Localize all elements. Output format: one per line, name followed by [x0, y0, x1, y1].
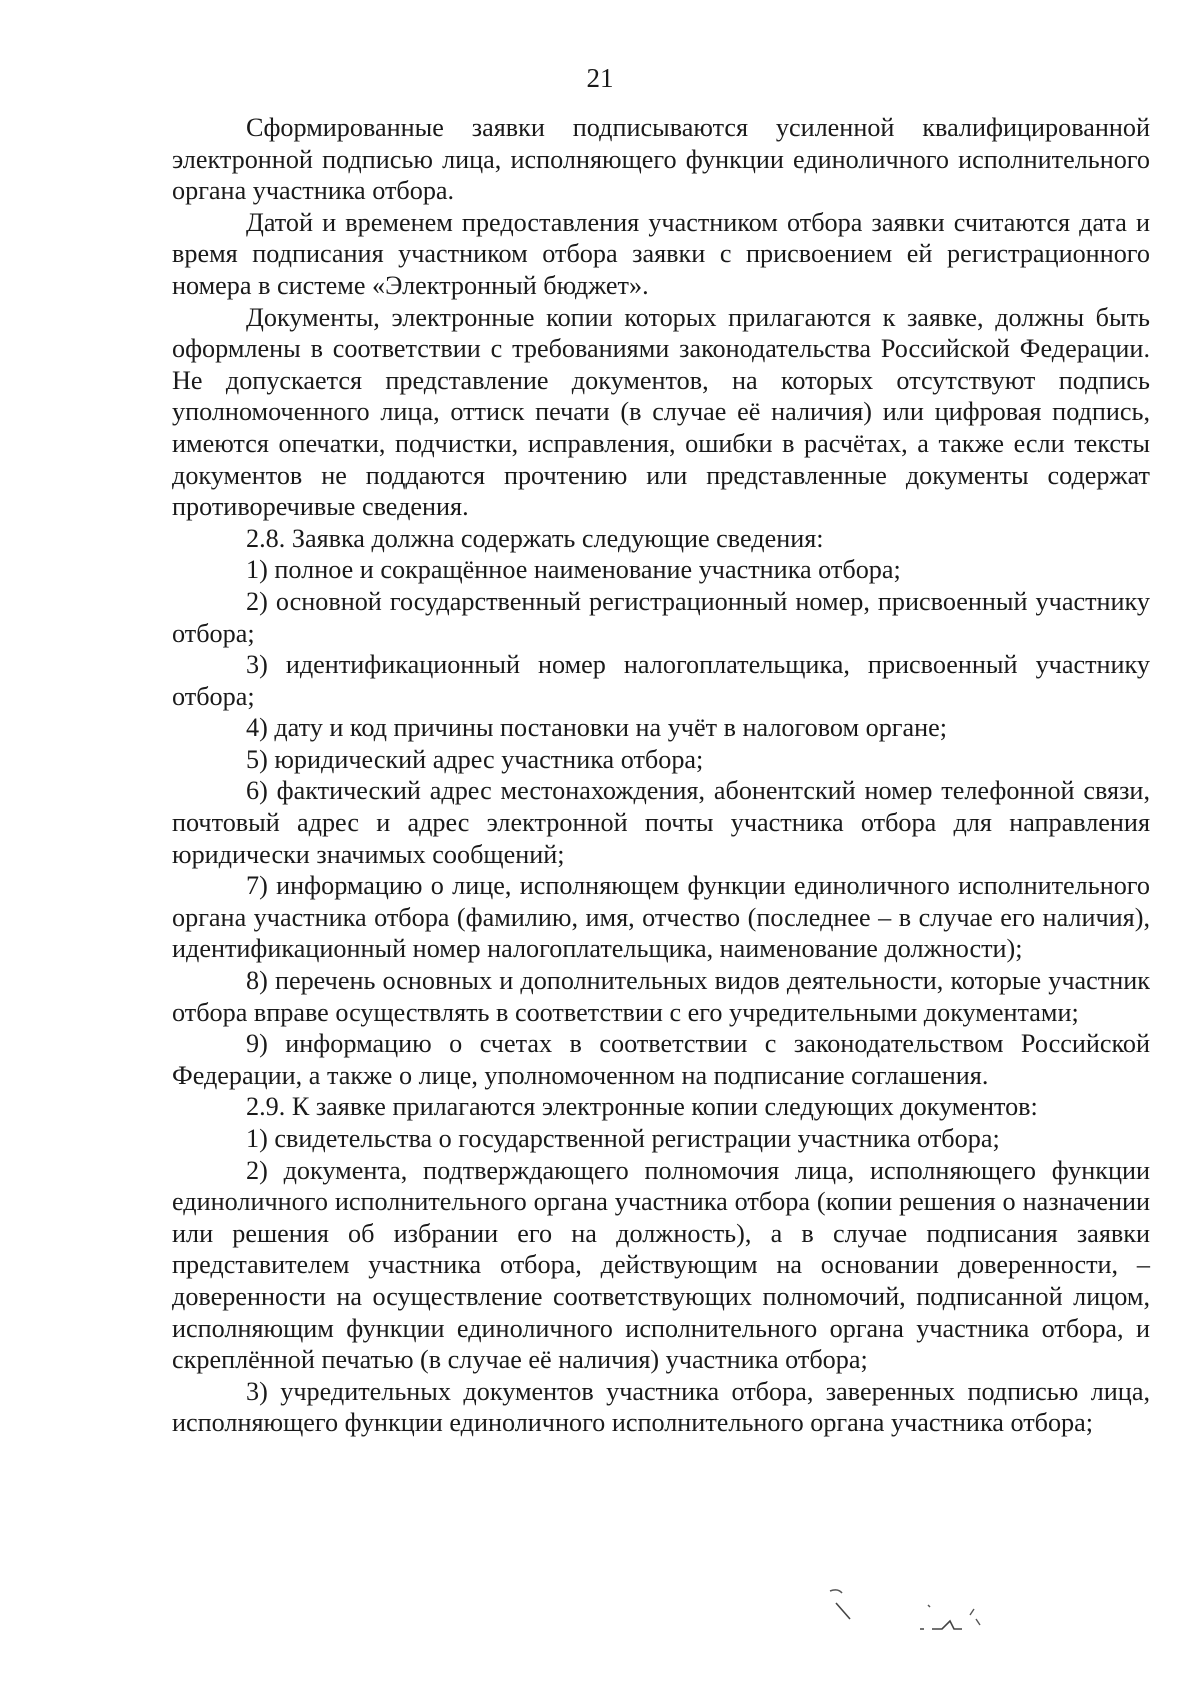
list-item-2-8-3: 3) идентификационный номер налогоплательщика, присвоенный участнику отбора;: [172, 650, 1150, 711]
list-item-2-9-3: 3) учредительных документов участника отбора, заверенных подписью лица, исполняющего функции единоличного исполнительного органа участника отбора;: [172, 1376, 1150, 1438]
list-item-2-8-7: 7) информацию о лице, исполняющем функции единоличного исполнительного органа участника отбора (фамилию, имя, отчество (последнее – в случае его наличия), идентификационный номер налогоплательщика, наименование должности);: [172, 871, 1150, 964]
paragraph-submission-date: Датой и временем предоставления участником отбора заявки считаются дата и время подписания участником отбора заявки с присвоением ей регистрационного номера в системе «Электронный бюджет».: [172, 207, 1150, 300]
paragraph-documents-requirements: Документы, электронные копии которых прилагаются к заявке, должны быть оформлены в соответствии с требованиями законодательства Российской Федерации. Не допускается представление документов, на которых отсутствуют подпись уполномоченного лица, оттиск печати (в случае её наличия) или цифровая подпись, имеются опечатки, подчистки, исправления, ошибки в расчётах, а также если тексты документов не поддаются прочтению или представленные документы содержат противоречивые сведения.: [172, 302, 1150, 522]
list-item-2-9-1: 1) свидетельства о государственной регистрации участника отбора;: [246, 1124, 1000, 1153]
signature-marks: [820, 1585, 1080, 1645]
document-body: [172, 112, 1150, 1439]
list-item-2-8-9: 9) информацию о счетах в соответствии с законодательством Российской Федерации, а также о лице, уполномоченном на подписание соглашения.: [172, 1029, 1150, 1090]
list-item-2-8-6: 6) фактический адрес местонахождения, абонентский номер телефонной связи, почтовый адрес и адрес электронной почты участника отбора для направления юридически значимых сообщений;: [172, 776, 1150, 869]
list-item-2-8-2: 2) основной государственный регистрационный номер, присвоенный участнику отбора;: [172, 586, 1150, 648]
list-item-2-8-8: 8) перечень основных и дополнительных видов деятельности, которые участник отбора вправе осуществлять в соответствии с его учредительными документами;: [172, 966, 1150, 1027]
list-item-2-8-5: 5) юридический адрес участника отбора;: [246, 744, 704, 774]
section-2-9-heading: 2.9. К заявке прилагаются электронные копии следующих документов:: [246, 1092, 1038, 1122]
list-item-2-9-2: 2) документа, подтверждающего полномочия лица, исполняющего функции единоличного исполнительного органа участника отбора (копии решения о назначении или решения об избрании его на должность), а в случае подписания заявки представителем участника отбора, действующим на основании доверенности, – доверенности на осуществление соответствующих полномочий, подписанной лицом, исполняющим функции единоличного исполнительного органа участника отбора, и скреплённой печатью (в случае её наличия) участника отбора;: [172, 1155, 1150, 1375]
paragraph-signing: Сформированные заявки подписываются усиленной квалифицированной электронной подписью лица, исполняющего функции единоличного исполнительного органа участника отбора.: [172, 113, 1150, 206]
list-item-2-8-1: 1) полное и сокращённое наименование участника отбора;: [246, 555, 901, 585]
page-number: 21: [586, 63, 614, 93]
section-2-8-heading: 2.8. Заявка должна содержать следующие сведения:: [246, 523, 824, 553]
list-item-2-8-4: 4) дату и код причины постановки на учёт в налоговом органе;: [246, 713, 948, 743]
